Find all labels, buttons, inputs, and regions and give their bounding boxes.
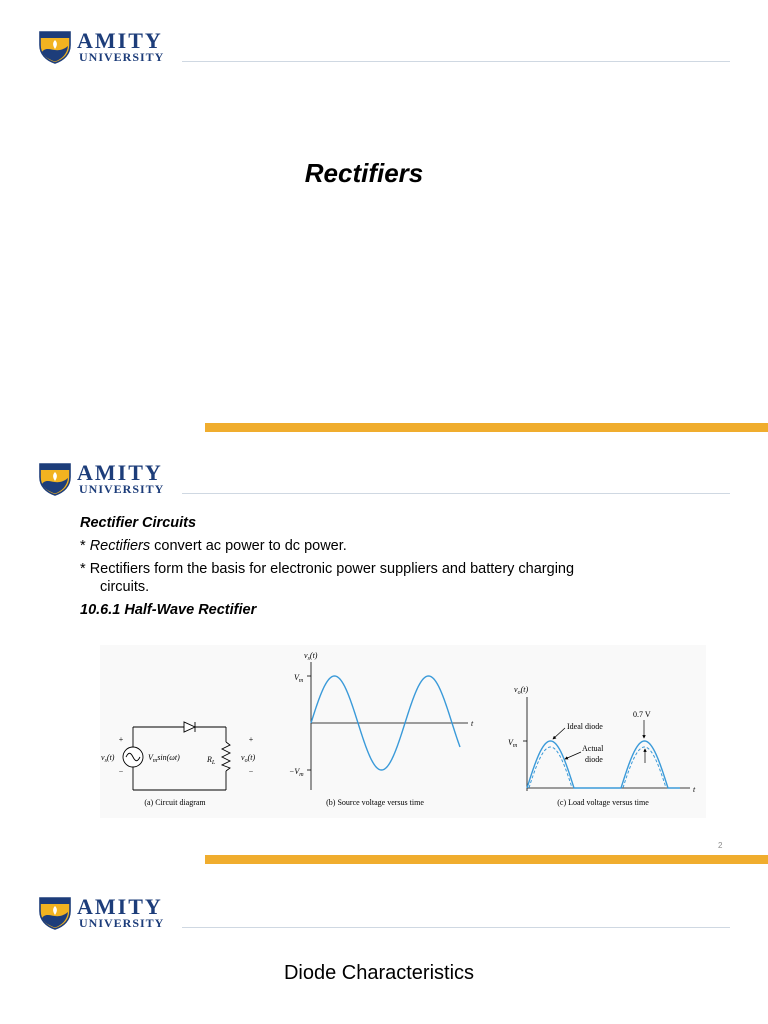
logo-subtitle: UNIVERSITY <box>79 916 165 930</box>
section-heading: Rectifier Circuits <box>80 515 197 531</box>
label-subscript: m <box>512 743 518 749</box>
load-x-axis-label: t <box>693 785 696 794</box>
amity-logo <box>38 30 168 64</box>
logo-wordmark: AMITY <box>77 28 163 53</box>
shield-top-band <box>40 32 70 38</box>
footer-accent-bar <box>205 423 768 432</box>
logo-subtitle: UNIVERSITY <box>79 50 165 64</box>
amity-shield-icon <box>38 896 72 930</box>
voltage-drop-annotation: 0.7 V <box>633 710 651 719</box>
ideal-diode-annotation: Ideal diode <box>567 722 603 731</box>
bullet-text: Rectifiers form the basis for electronic power suppliers and battery charging <box>89 561 575 577</box>
section-subheading: 10.6.1 Half-Wave Rectifier <box>80 602 257 618</box>
shield-top-band <box>40 464 70 470</box>
label-base: V <box>294 673 299 682</box>
label-subscript: m <box>299 772 304 778</box>
footer-accent-bar <box>205 855 768 864</box>
bullet-continuation: circuits. <box>100 579 150 595</box>
label-subscript: s <box>104 758 107 764</box>
slide-title: Rectifiers <box>304 158 424 188</box>
label-base: v <box>241 753 245 762</box>
label-subscript: s <box>307 656 310 662</box>
panel-a-caption: (a) Circuit diagram <box>144 798 206 807</box>
actual-diode-annotation-line2: diode <box>585 755 603 764</box>
bullet-text: convert ac power to dc power. <box>154 538 347 554</box>
source-plus-sign: + <box>118 735 124 744</box>
label-base: −V <box>289 767 300 776</box>
header-rule <box>182 493 730 494</box>
label-base: v <box>101 753 105 762</box>
bullet-emphasis: Rectifiers <box>89 538 151 554</box>
label-subscript: o <box>517 690 521 696</box>
bullet-item <box>80 560 574 578</box>
bullet-marker: * <box>80 538 86 554</box>
shield-top-band <box>40 898 70 904</box>
panel-c-caption: (c) Load voltage versus time <box>557 798 649 807</box>
label-tail: (t) <box>106 753 115 762</box>
bullet-marker: * <box>80 561 86 577</box>
slide-rectifier-circuits <box>0 432 768 864</box>
label-tail: (t) <box>520 685 529 694</box>
panel-b-caption: (b) Source voltage versus time <box>326 798 424 807</box>
half-wave-rectifier-figure <box>100 645 706 818</box>
bullet-item <box>80 537 347 555</box>
output-minus-sign: − <box>248 767 254 776</box>
label-subscript: L <box>211 760 216 766</box>
label-base: V <box>508 738 513 747</box>
actual-diode-annotation-line1: Actual <box>582 744 604 753</box>
label-base: v <box>514 685 518 694</box>
amity-logo <box>38 896 168 930</box>
label-tail: (t) <box>247 753 256 762</box>
label-tail: (t) <box>309 651 318 660</box>
slide-title: Diode Characteristics <box>283 962 475 984</box>
page-number: 2 <box>718 841 723 850</box>
amity-shield-icon <box>38 462 72 496</box>
slide-diode-characteristics <box>0 864 768 1024</box>
label-base: V <box>148 753 153 762</box>
label-subscript: m <box>152 758 158 764</box>
label-subscript: m <box>298 678 304 684</box>
label-base: v <box>304 651 308 660</box>
output-plus-sign: + <box>248 735 254 744</box>
amity-logo <box>38 462 168 496</box>
logo-wordmark: AMITY <box>77 894 163 919</box>
source-minus-sign: − <box>118 767 124 776</box>
header-rule <box>182 61 730 62</box>
label-subscript: o <box>244 758 248 764</box>
header-rule <box>182 927 730 928</box>
amity-shield-icon <box>38 30 72 64</box>
label-base: R <box>207 755 212 764</box>
label-tail: sin(ωt) <box>157 753 180 762</box>
logo-subtitle: UNIVERSITY <box>79 482 165 496</box>
source-x-axis-label: t <box>471 719 474 728</box>
slide-title-rectifiers <box>0 0 768 432</box>
logo-wordmark: AMITY <box>77 460 163 485</box>
